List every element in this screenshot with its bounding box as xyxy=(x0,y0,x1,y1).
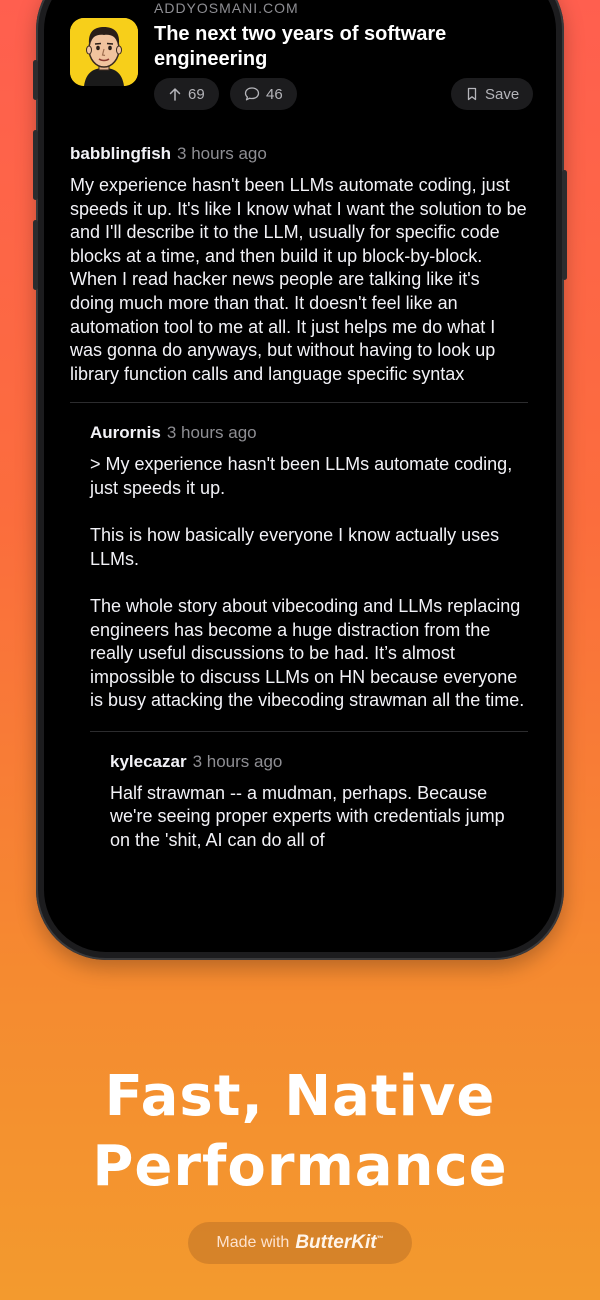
promo-headline-line: Performance xyxy=(92,1134,508,1199)
promo-headline xyxy=(0,1062,600,1202)
arrow-up-icon xyxy=(168,87,182,101)
comment-paragraph: The whole story about vibecoding and LLMs replacing engineers has become a huge distraction from the really useful discussions to be had. It’s almost impossible to discuss LLMs on HN because everyone is busy attacking the vibecoding strawman all the time. xyxy=(90,595,525,711)
reply-thread xyxy=(110,752,528,853)
brand-name: ButterKit xyxy=(295,1232,377,1253)
promo-headline-line: Fast, Native xyxy=(104,1064,496,1129)
comment xyxy=(90,423,528,713)
comment-paragraph: My experience hasn't been LLMs automate coding, just speeds it up. It's like I know what I want the solution to be and I'll describe it to the LLM, usually for specific code blocks at a time, and then build it up block-by-block. When I read hacker news people are talking like it's doing much more than that. It doesn't feel like an automation tool to me at all. It just helps me do what I was gonna do anyways, but without having to look up library function calls and language specific syntax xyxy=(70,175,527,384)
comment-paragraph: Half strawman -- a mudman, perhaps. Because we're seeing proper experts with credentials jump on the 'shit, AI can do all of xyxy=(110,782,505,851)
phone-screen xyxy=(44,0,556,952)
comment-author[interactable]: Aurornis xyxy=(90,423,161,443)
upvote-count: 69 xyxy=(188,85,205,103)
comment-header xyxy=(70,144,528,164)
brand-trademark: ™ xyxy=(376,1235,384,1243)
phone-volume-up xyxy=(33,130,38,200)
comment-header xyxy=(110,752,528,772)
phone-power-button xyxy=(562,170,567,280)
comment-time: 3 hours ago xyxy=(166,423,257,443)
post-view xyxy=(70,0,528,853)
comment-body[interactable] xyxy=(70,174,528,386)
comment-body[interactable] xyxy=(110,782,528,853)
face-illustration-icon xyxy=(70,18,138,86)
post-source[interactable]: ADDYOSMANI.COM xyxy=(154,0,299,16)
made-with-badge[interactable] xyxy=(188,1222,412,1264)
site-avatar xyxy=(70,18,138,86)
comment xyxy=(110,752,528,853)
comment-paragraph: This is how basically everyone I know actually uses LLMs. xyxy=(90,525,500,569)
comment-header xyxy=(90,423,528,443)
comment-paragraph: > My experience hasn't been LLMs automate coding, just speeds it up. xyxy=(90,454,513,498)
comment-author[interactable]: babblingfish xyxy=(70,144,172,163)
speech-bubble-icon xyxy=(244,86,260,102)
reply-thread xyxy=(90,423,528,852)
comments-button[interactable] xyxy=(230,78,297,110)
comment-body[interactable] xyxy=(90,453,528,713)
comment-time: 3 hours ago xyxy=(192,751,283,771)
comment-count: 46 xyxy=(266,85,283,103)
save-button[interactable] xyxy=(451,78,533,110)
phone-side-button xyxy=(33,60,38,100)
made-with-label: Made with xyxy=(216,1234,290,1251)
comment-author[interactable]: kylecazar xyxy=(110,751,187,771)
comment xyxy=(70,144,528,386)
post-header xyxy=(70,0,528,130)
save-label: Save xyxy=(485,85,520,103)
butterkit-logo xyxy=(295,1232,383,1254)
phone-volume-down xyxy=(33,220,38,290)
upvote-button[interactable] xyxy=(154,78,219,110)
bookmark-icon xyxy=(465,87,479,101)
comment-time: 3 hours ago xyxy=(177,144,267,163)
comment-divider xyxy=(90,731,528,732)
post-title[interactable]: The next two years of software engineering xyxy=(154,23,447,70)
comment-divider xyxy=(70,402,528,403)
phone-frame xyxy=(36,0,564,960)
